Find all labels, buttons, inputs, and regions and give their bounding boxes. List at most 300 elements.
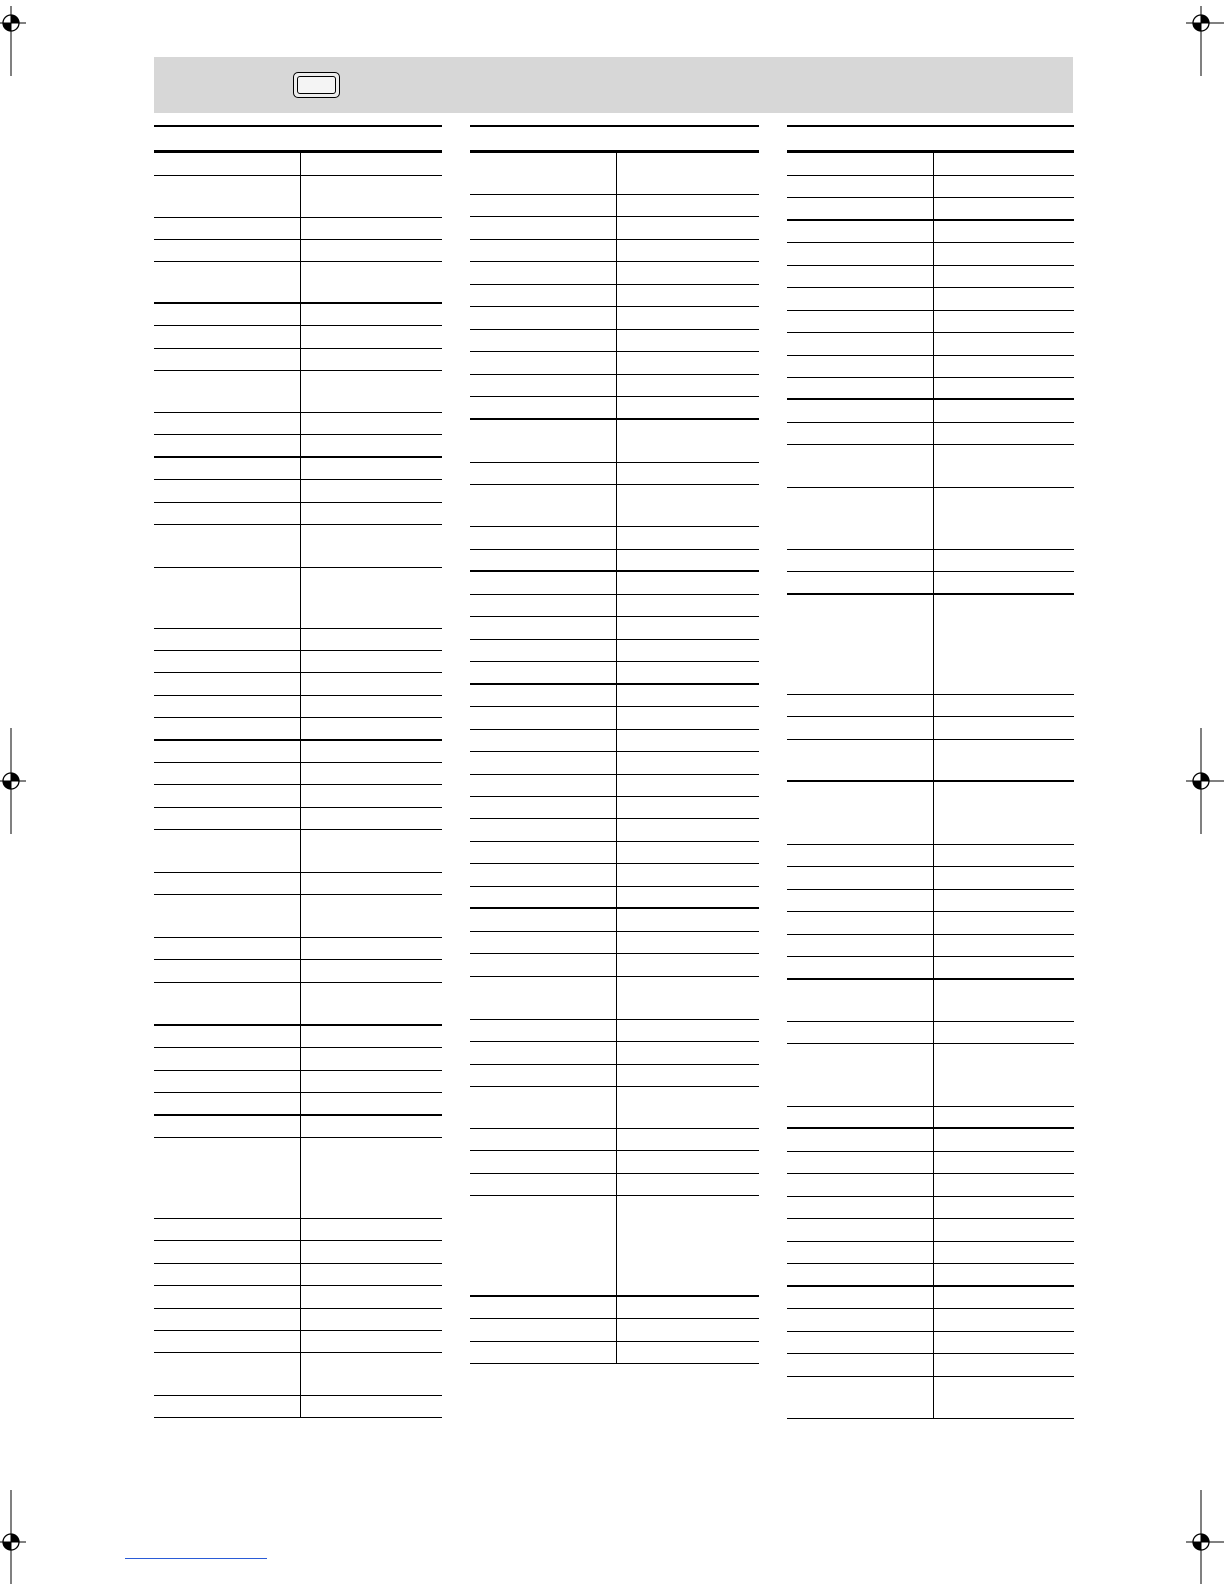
code-cell <box>934 288 1074 310</box>
brand-cell <box>470 262 617 284</box>
code-cell <box>301 176 442 217</box>
table-row <box>470 797 759 819</box>
table-row <box>787 782 1074 845</box>
brand-cell <box>154 262 301 302</box>
brand-cell <box>470 775 617 796</box>
table-row <box>470 909 759 932</box>
code-cell <box>301 1264 442 1285</box>
table-row <box>154 741 442 763</box>
brand-cell <box>470 463 617 484</box>
code-cell <box>934 243 1074 265</box>
brand-cell <box>154 413 301 434</box>
code-cell <box>617 909 759 931</box>
brand-cell <box>787 423 934 444</box>
table-row <box>470 463 759 485</box>
code-cell <box>617 775 759 796</box>
table-row <box>154 785 442 808</box>
table-row <box>470 842 759 864</box>
brand-cell <box>470 977 617 1019</box>
table-row <box>787 695 1074 717</box>
code-cell <box>301 304 442 325</box>
brand-cell <box>470 707 617 729</box>
code-cell <box>934 311 1074 332</box>
brand-cell <box>470 1129 617 1150</box>
code-cell <box>301 262 442 302</box>
table-row <box>470 153 759 195</box>
code-cell <box>934 266 1074 287</box>
brand-cell <box>787 867 934 889</box>
brand-cell <box>470 887 617 907</box>
header-badge-icon <box>293 72 340 98</box>
brand-cell <box>470 819 617 841</box>
table-row <box>154 1219 442 1241</box>
table-row <box>154 696 442 718</box>
code-cell <box>617 752 759 774</box>
brand-cell <box>470 1151 617 1173</box>
brand-cell <box>470 307 617 329</box>
brand-cell <box>470 420 617 462</box>
code-cell <box>301 326 442 348</box>
table-row <box>154 480 442 503</box>
code-cell <box>617 887 759 907</box>
brand-cell <box>154 1116 301 1137</box>
brand-cell <box>470 1020 617 1041</box>
brand-cell <box>787 1264 934 1285</box>
brand-cell <box>154 1138 301 1218</box>
table-row <box>470 1342 759 1364</box>
brand-cell <box>154 960 301 982</box>
code-cell <box>301 629 442 650</box>
code-cell <box>934 935 1074 956</box>
brand-cell <box>787 1219 934 1241</box>
code-cell <box>934 550 1074 571</box>
brand-cell <box>787 1332 934 1353</box>
table-row <box>787 1197 1074 1219</box>
brand-cell <box>470 1174 617 1195</box>
code-cell <box>617 954 759 976</box>
table-row <box>787 288 1074 311</box>
code-cell <box>301 895 442 937</box>
table-row <box>787 1022 1074 1044</box>
code-cell <box>934 1264 1074 1285</box>
brand-cell <box>154 503 301 524</box>
table-row <box>154 651 442 673</box>
code-cell <box>301 371 442 412</box>
code-cell <box>301 1071 442 1092</box>
brand-cell <box>787 1309 934 1331</box>
table-row <box>154 1331 442 1353</box>
code-cell <box>301 938 442 959</box>
table-row <box>787 1044 1074 1107</box>
table-row <box>154 673 442 696</box>
code-cell <box>617 262 759 284</box>
code-cell <box>301 1219 442 1240</box>
registration-mark-top-right <box>1186 6 1224 76</box>
table-row <box>154 1353 442 1396</box>
brand-cell <box>470 1342 617 1363</box>
table-row <box>154 830 442 873</box>
table-row <box>470 752 759 775</box>
table-row <box>154 240 442 262</box>
table-row <box>154 568 442 629</box>
code-cell <box>617 240 759 261</box>
table-row <box>787 935 1074 957</box>
code-cell <box>301 568 442 628</box>
brand-cell <box>787 1354 934 1376</box>
brand-cell <box>787 333 934 355</box>
brand-cell <box>154 696 301 717</box>
table-row <box>787 572 1074 595</box>
brand-cell <box>787 890 934 911</box>
table-row <box>470 1042 759 1065</box>
table-row <box>154 435 442 458</box>
code-cell <box>301 873 442 894</box>
table-row <box>154 153 442 176</box>
code-cell <box>934 1022 1074 1043</box>
code-cell <box>617 1087 759 1128</box>
code-cell <box>301 1353 442 1395</box>
brand-cell <box>787 243 934 265</box>
code-cell <box>617 707 759 729</box>
code-cell <box>617 685 759 706</box>
code-cell <box>617 550 759 570</box>
table-row <box>787 867 1074 890</box>
table-row <box>154 1093 442 1116</box>
brand-cell <box>154 218 301 239</box>
code-cell <box>617 842 759 863</box>
brand-cell <box>470 195 617 216</box>
brand-cell <box>470 1196 617 1295</box>
table-row <box>470 819 759 842</box>
table-row <box>787 176 1074 198</box>
brand-cell <box>787 266 934 287</box>
table-row <box>787 333 1074 356</box>
table-row <box>787 423 1074 445</box>
table-row <box>787 1332 1074 1354</box>
brand-cell <box>470 954 617 976</box>
code-cell <box>934 1332 1074 1353</box>
brand-cell <box>787 356 934 377</box>
code-cell <box>301 763 442 784</box>
code-cell <box>934 782 1074 844</box>
code-cell <box>934 912 1074 934</box>
brand-cell <box>787 935 934 956</box>
code-cell <box>301 480 442 502</box>
brand-cell <box>787 1197 934 1218</box>
brand-cell <box>154 1241 301 1263</box>
table-row <box>787 595 1074 695</box>
table-row <box>470 1020 759 1042</box>
table-row <box>470 397 759 420</box>
brand-cell <box>154 176 301 217</box>
table-row <box>470 420 759 463</box>
code-cell <box>301 785 442 807</box>
brand-cell <box>787 1044 934 1106</box>
brand-cell <box>154 525 301 567</box>
code-cell <box>617 1174 759 1195</box>
brand-cell <box>470 375 617 396</box>
table-row <box>154 525 442 568</box>
code-cell <box>934 356 1074 377</box>
table-row <box>154 326 442 349</box>
brand-cell <box>154 1264 301 1285</box>
code-cell <box>617 375 759 396</box>
table-row <box>787 1264 1074 1287</box>
brand-cell <box>154 1286 301 1308</box>
code-cell <box>934 1152 1074 1173</box>
brand-cell <box>787 176 934 197</box>
code-cell <box>617 1020 759 1041</box>
code-cell <box>301 1396 442 1417</box>
table-row <box>787 311 1074 333</box>
code-cell <box>301 696 442 717</box>
code-cell <box>934 1197 1074 1218</box>
brand-cell <box>470 217 617 239</box>
code-cell <box>934 333 1074 355</box>
code-cell <box>934 890 1074 911</box>
table-row <box>470 572 759 595</box>
code-cell <box>934 221 1074 242</box>
code-cell <box>617 640 759 661</box>
brand-cell <box>787 1242 934 1263</box>
code-cell <box>301 240 442 261</box>
code-cell <box>617 1319 759 1341</box>
brand-cell <box>154 673 301 695</box>
code-cell <box>301 525 442 567</box>
table-row <box>154 304 442 326</box>
brand-cell <box>154 371 301 412</box>
code-cell <box>301 413 442 434</box>
table-row <box>787 1107 1074 1129</box>
brand-cell <box>470 617 617 639</box>
code-cell <box>617 662 759 683</box>
footer-rule <box>125 1558 267 1559</box>
table-row <box>787 378 1074 400</box>
brand-cell <box>470 595 617 616</box>
brand-cell <box>787 550 934 571</box>
code-cell <box>301 1309 442 1330</box>
code-cell <box>617 1196 759 1295</box>
code-cell <box>934 845 1074 866</box>
brand-cell <box>154 1093 301 1114</box>
table-row <box>154 1048 442 1071</box>
table-row <box>154 873 442 895</box>
brand-cell <box>470 662 617 683</box>
brand-cell <box>470 1319 617 1341</box>
brand-cell <box>470 752 617 774</box>
table-row <box>154 1138 442 1219</box>
table-row <box>470 1087 759 1129</box>
code-cell <box>617 153 759 194</box>
brand-cell <box>787 912 934 934</box>
table-row <box>787 221 1074 243</box>
table-row <box>154 629 442 651</box>
table-row <box>787 243 1074 266</box>
table-row <box>154 503 442 525</box>
code-cell <box>301 960 442 982</box>
brand-cell <box>787 1129 934 1151</box>
table-row <box>470 887 759 909</box>
brand-cell <box>470 640 617 661</box>
code-cell <box>934 423 1074 444</box>
code-cell <box>617 330 759 351</box>
brand-cell <box>470 909 617 931</box>
brand-cell <box>470 330 617 351</box>
code-cell <box>301 673 442 695</box>
code-cell <box>934 1219 1074 1241</box>
code-cell <box>301 983 442 1024</box>
table-row <box>470 240 759 262</box>
brand-cell <box>154 651 301 672</box>
registration-mark-top-left <box>0 6 26 76</box>
code-cell <box>617 217 759 239</box>
brand-cell <box>470 1297 617 1318</box>
table-row <box>470 1151 759 1174</box>
code-cell <box>934 1107 1074 1127</box>
brand-cell <box>154 938 301 959</box>
brand-cell <box>787 221 934 242</box>
table-row <box>154 763 442 785</box>
code-cell <box>617 420 759 462</box>
brand-cell <box>787 400 934 422</box>
brand-cell <box>154 785 301 807</box>
code-cell <box>617 595 759 616</box>
brand-cell <box>787 1107 934 1127</box>
code-cell <box>934 400 1074 422</box>
code-cell <box>301 741 442 762</box>
table-row <box>154 1026 442 1048</box>
table-row <box>154 371 442 413</box>
brand-cell <box>470 730 617 751</box>
brand-cell <box>787 572 934 593</box>
code-cell <box>617 397 759 418</box>
code-cell <box>617 864 759 886</box>
brand-cell <box>787 1152 934 1173</box>
code-cell <box>617 352 759 374</box>
code-cell <box>301 718 442 739</box>
code-cell <box>617 307 759 329</box>
table-row <box>787 1377 1074 1419</box>
table-row <box>787 266 1074 288</box>
table-row <box>787 153 1074 176</box>
table-row <box>787 1287 1074 1309</box>
brand-cell <box>787 198 934 219</box>
brand-cell <box>787 1287 934 1308</box>
brand-cell <box>470 352 617 374</box>
table-row <box>470 932 759 954</box>
table-row <box>787 1129 1074 1152</box>
table-row <box>787 1354 1074 1377</box>
brand-cell <box>470 240 617 261</box>
code-table-3 <box>787 125 1074 1419</box>
table-row <box>154 895 442 938</box>
code-cell <box>301 218 442 239</box>
code-cell <box>301 435 442 456</box>
brand-cell <box>154 458 301 479</box>
brand-cell <box>787 445 934 487</box>
table-row <box>154 983 442 1026</box>
brand-cell <box>787 311 934 332</box>
brand-cell <box>154 895 301 937</box>
code-cell <box>301 1331 442 1352</box>
code-cell <box>617 572 759 594</box>
table-row <box>787 445 1074 488</box>
brand-cell <box>154 873 301 894</box>
code-cell <box>617 977 759 1019</box>
brand-cell <box>154 1071 301 1092</box>
brand-cell <box>787 378 934 398</box>
brand-cell <box>787 980 934 1021</box>
table-row <box>787 550 1074 572</box>
table-row <box>154 176 442 218</box>
code-cell <box>934 176 1074 197</box>
brand-cell <box>470 572 617 594</box>
brand-cell <box>470 485 617 526</box>
code-cell <box>934 1129 1074 1151</box>
registration-mark-mid-left <box>0 728 26 834</box>
table-row <box>470 262 759 285</box>
brand-cell <box>154 1026 301 1047</box>
code-cell <box>617 797 759 818</box>
brand-cell <box>154 718 301 739</box>
table-row <box>787 400 1074 423</box>
table-row <box>154 938 442 960</box>
code-cell <box>617 819 759 841</box>
table-row <box>154 413 442 435</box>
brand-cell <box>787 717 934 739</box>
code-cell <box>934 1354 1074 1376</box>
brand-cell <box>470 685 617 706</box>
table-row <box>787 957 1074 980</box>
brand-cell <box>154 1048 301 1070</box>
brand-cell <box>154 1219 301 1240</box>
brand-cell <box>470 397 617 418</box>
table-row <box>154 718 442 741</box>
table-row <box>470 617 759 640</box>
table-row <box>154 1396 442 1418</box>
registration-mark-bottom-left <box>0 1490 26 1584</box>
table-row <box>470 217 759 240</box>
table-row <box>154 960 442 983</box>
table-row <box>470 285 759 307</box>
table-row <box>470 685 759 707</box>
code-cell <box>301 1241 442 1263</box>
table-row <box>787 1219 1074 1242</box>
table-row <box>787 845 1074 867</box>
brand-cell <box>787 1377 934 1418</box>
table-row <box>470 662 759 685</box>
code-cell <box>617 1065 759 1086</box>
brand-cell <box>154 741 301 762</box>
table-row <box>470 775 759 797</box>
table-row <box>470 375 759 397</box>
code-cell <box>934 740 1074 780</box>
table-row <box>470 1196 759 1297</box>
table-row <box>470 640 759 662</box>
code-cell <box>934 695 1074 716</box>
table-row <box>787 488 1074 550</box>
table-row <box>787 980 1074 1022</box>
registration-mark-mid-right <box>1186 728 1224 834</box>
table-row <box>470 1174 759 1196</box>
table-row <box>470 550 759 572</box>
brand-cell <box>154 435 301 456</box>
code-cell <box>301 349 442 370</box>
table-row <box>470 195 759 217</box>
code-cell <box>617 932 759 953</box>
table-row <box>787 198 1074 221</box>
brand-cell <box>154 629 301 650</box>
